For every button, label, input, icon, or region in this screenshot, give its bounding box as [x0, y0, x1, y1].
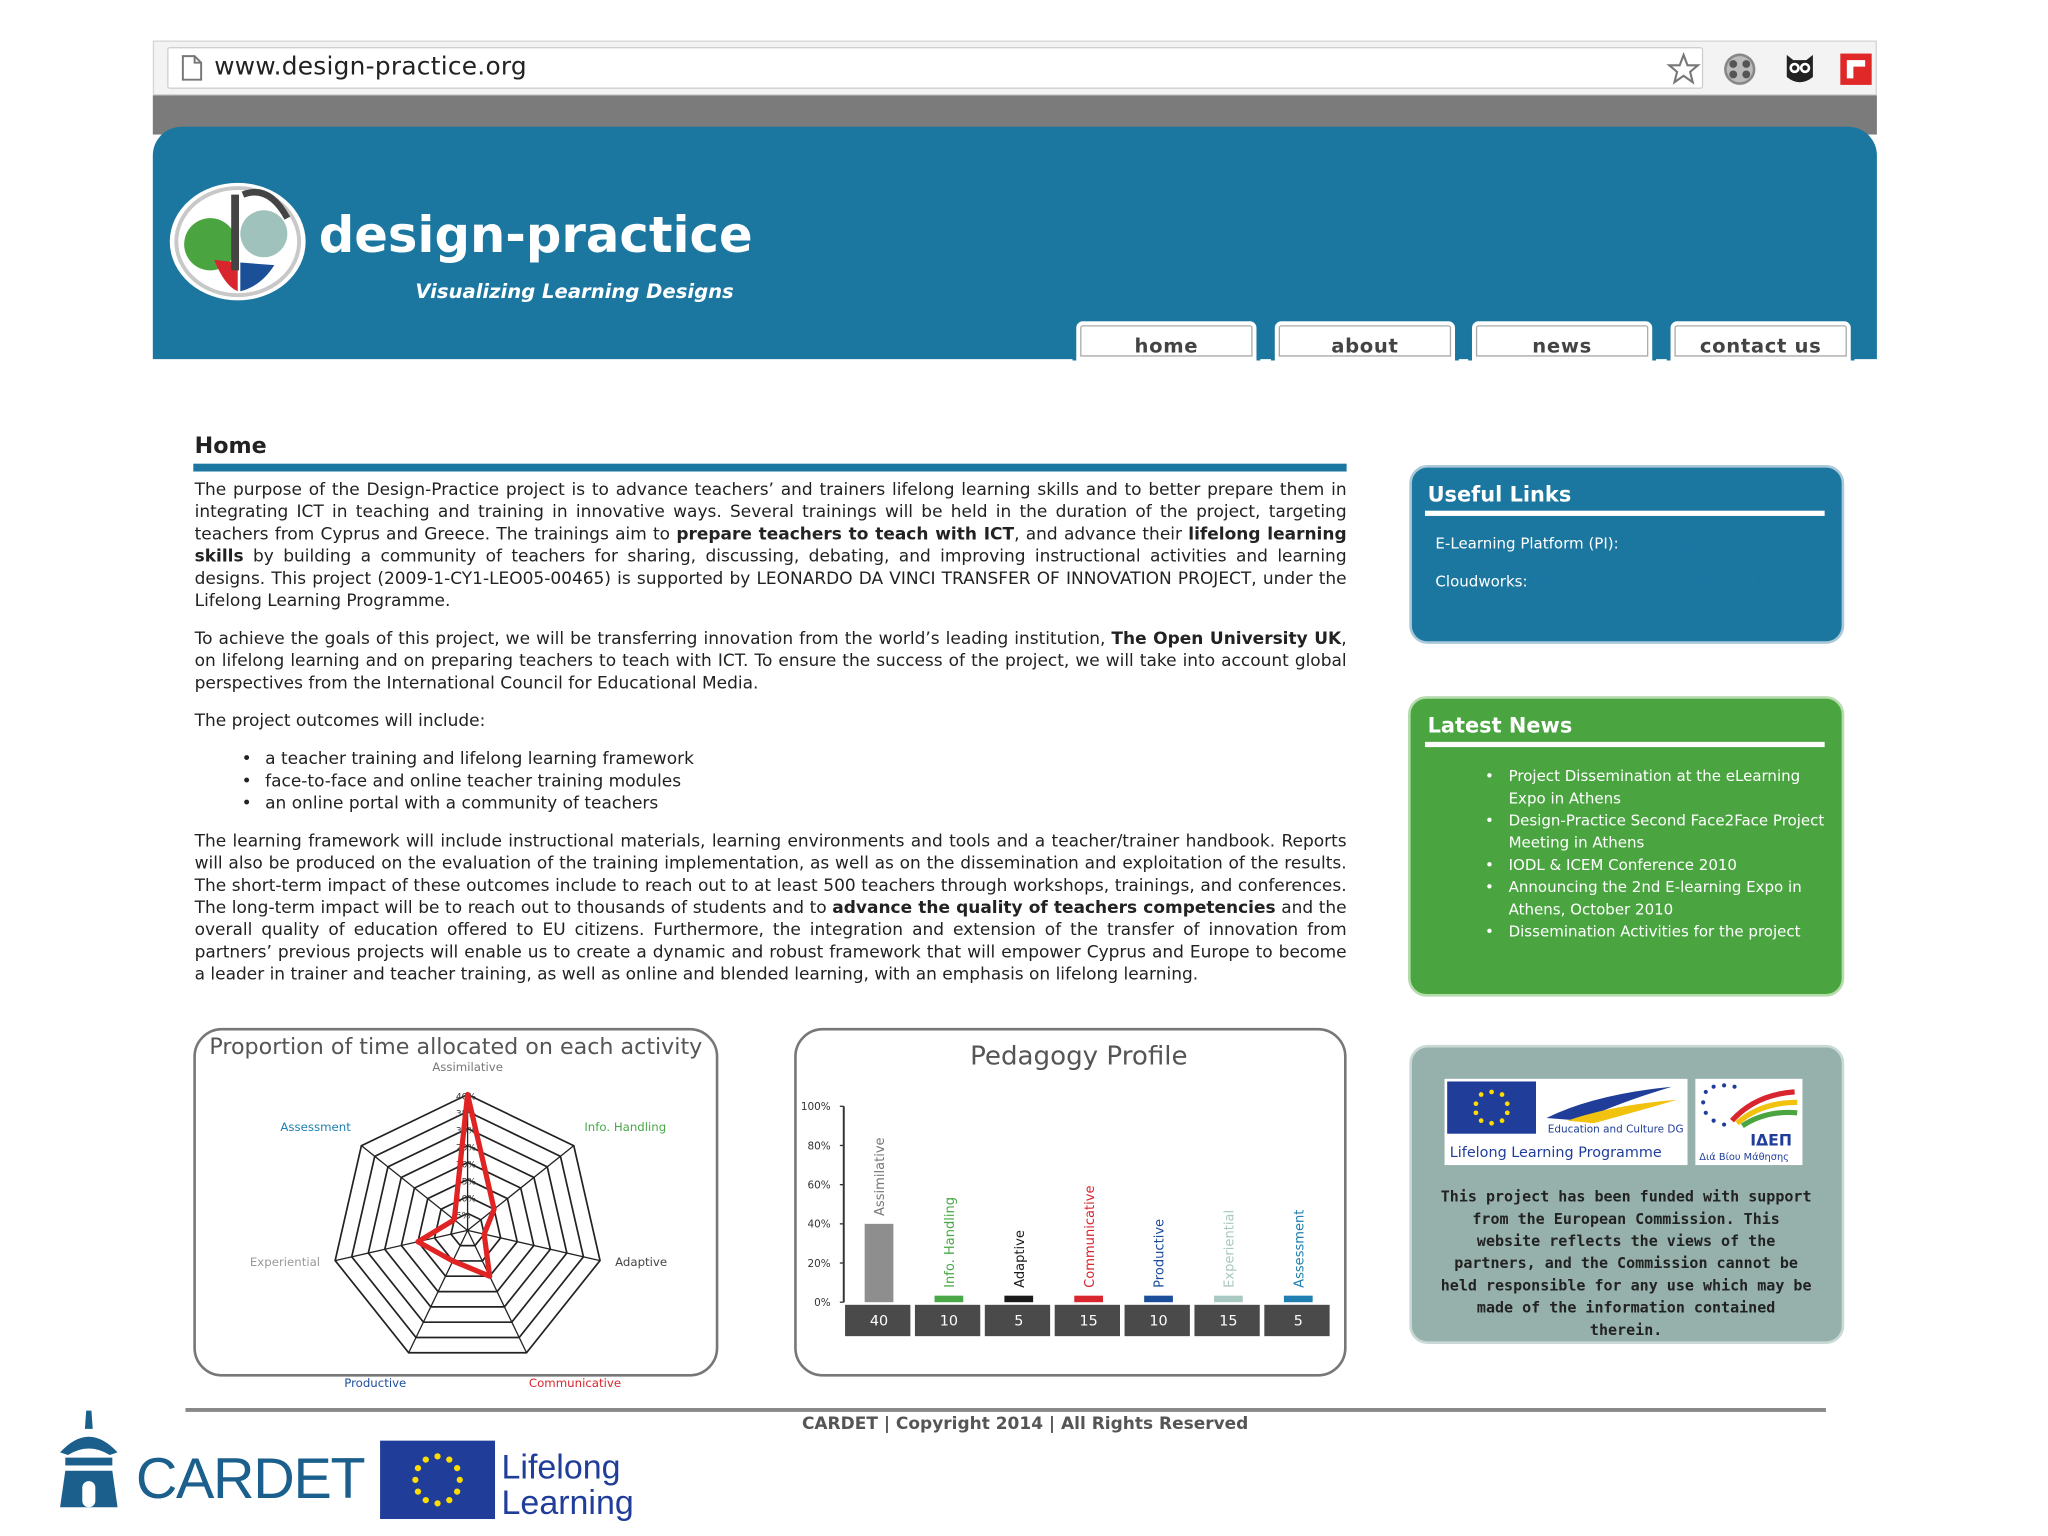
radar-axis-label: Info. Handling [584, 1120, 667, 1135]
bar-category-label: Productive [1152, 1218, 1168, 1288]
swoosh-logo-icon [1541, 1081, 1685, 1128]
llp-label: Lifelong Learning Programme [1449, 1144, 1662, 1162]
copyright-text: CARDET | Copyright 2014 | All Rights Reserved [801, 1414, 1249, 1435]
bar-value-label: 15 [1219, 1313, 1238, 1330]
list-item: • face-to-face and online teacher training modules [242, 771, 1347, 793]
radar-axis-label: Adaptive [615, 1254, 668, 1269]
bar-category-label: Assessment [1292, 1209, 1308, 1288]
bar [1004, 1296, 1033, 1303]
flipboard-icon[interactable] [1839, 52, 1873, 86]
y-tick-label: 0% [814, 1297, 831, 1310]
bar-chart [794, 1028, 1346, 1377]
nav-tab-contact[interactable]: contact us [1667, 317, 1855, 360]
eu-flag-icon [1447, 1081, 1536, 1133]
outcomes-list [242, 748, 1347, 815]
news-item[interactable]: • IODL & ICEM Conference 2010 [1482, 854, 1824, 876]
y-tick-label: 20% [807, 1257, 831, 1270]
radar-tick-label: 10% [455, 1194, 477, 1205]
useful-link-row [1435, 572, 1767, 590]
radar-tick-label: 5% [455, 1211, 471, 1222]
text-span: The purpose of the Design-Practice project is to advance teachers’ and trainers lifelong learning skills and to better prepare them in integrating ICT in teaching and training in innovative ways. Several trainings will be held in the duration of the project, targeting teachers from Cyprus and Greece. The trainings aim to [194, 480, 1347, 545]
bar [1284, 1296, 1313, 1303]
radar-tick-label: 25% [455, 1143, 477, 1154]
bar-value-label: 10 [1149, 1313, 1168, 1330]
teachers-community-link[interactable]: Online Teachers' community [1532, 572, 1768, 591]
chart-title: Pedagogy Profile [970, 1041, 1188, 1072]
nav-tab-news[interactable]: news [1468, 317, 1656, 360]
list-item: • an online portal with a community of teachers [242, 793, 1347, 815]
y-tick-label: 60% [807, 1179, 831, 1192]
idep-logo-icon [1698, 1081, 1800, 1133]
bar-value-label: 5 [1014, 1313, 1024, 1330]
bar [1144, 1296, 1173, 1303]
latest-news-title: Latest News [1427, 713, 1573, 738]
url-text: www.design-practice.org [214, 52, 527, 81]
bold-text: prepare teachers to teach with ICT [676, 525, 1015, 545]
radar-axis-label: Communicative [528, 1375, 622, 1390]
bold-text: The Open University UK [1111, 629, 1342, 650]
intro-paragraph [195, 479, 1347, 612]
owl-extension-icon[interactable] [1783, 51, 1817, 88]
radar-tick-label: 30% [455, 1126, 477, 1137]
funding-disclaimer: This project has been funded with support from the European Commission. This website reflects the views of the partners, and the Commission cannot be held responsible for any use which may be made of the information contained therein. [1440, 1187, 1812, 1339]
eu-flag-footer-icon [380, 1441, 495, 1519]
bar-value-label: 15 [1079, 1313, 1098, 1330]
text-span: by building a community of teachers for sharing, discussing, debating, and improving instructional activities and learning designs. This project (2009-1-CY1-LEO05-00465) is supported by LEONARDO DA VINCI TRANSFER OF INNOVATION PROJECT, under the Lifelong Learning Programme. [194, 547, 1347, 612]
cardet-tower-icon [52, 1408, 125, 1510]
useful-link-row [1435, 534, 1777, 552]
y-tick-label: 100% [800, 1101, 831, 1114]
bar-category-label: Communicative [1082, 1185, 1098, 1288]
news-item[interactable]: • Dissemination Activities for the project [1482, 921, 1824, 943]
useful-links-title: Useful Links [1427, 481, 1572, 507]
text-span: , and advance their [1014, 525, 1189, 545]
lifelong-learning-logo-text [501, 1447, 634, 1522]
panel-divider [1425, 511, 1825, 516]
idep-label: ΙΔΕΠ [1750, 1131, 1792, 1150]
bar [1214, 1296, 1243, 1303]
idep-sublabel: Διά Βίου Μάθησης [1699, 1150, 1789, 1163]
radar-series-line [418, 1092, 494, 1277]
training-material-link[interactable]: Training material [1623, 534, 1778, 553]
chart-title: Proportion of time allocated on each activity [209, 1034, 703, 1061]
goals-paragraph [195, 628, 1347, 695]
news-item[interactable]: • Design-Practice Second Face2Face Project Meeting in Athens [1482, 810, 1824, 854]
radar-tick-label: 15% [455, 1177, 477, 1188]
nav-tab-home[interactable]: home [1072, 317, 1260, 360]
text-span: The learning framework will include instructional materials, learning environments and tools and a teacher/trainer handbook. Reports will also be produced on the evaluation of the training implementation, as well as on the dissemination and exploitation of the results. The short-term impact of these outcomes include to reach out to at least 500 teachers through workshops, trainings, and conferences. The long-term impact will be to reach out to thousands of students and to [194, 831, 1347, 919]
panel-divider [1425, 742, 1825, 747]
radar-tick-label: 40% [455, 1092, 477, 1103]
radar-axis-label: Experiential [249, 1254, 321, 1269]
learning-line: Learning [501, 1482, 634, 1522]
text-span: To achieve the goals of this project, we will be transferring innovation from the world’s leading institution, [194, 629, 1112, 650]
bar-value-label: 10 [939, 1313, 959, 1330]
bar-category-label: Assimilative [873, 1137, 889, 1216]
y-tick-label: 80% [807, 1140, 831, 1153]
footer-divider [185, 1408, 1825, 1412]
page-title: Home [194, 433, 267, 460]
film-reel-icon[interactable] [1721, 51, 1758, 88]
news-item[interactable]: • Announcing the 2nd E-learning Expo in Athens, October 2010 [1482, 876, 1824, 920]
bar [935, 1296, 964, 1303]
site-tagline: Visualizing Learning Designs [415, 279, 734, 304]
bold-text: advance the quality of teachers competencies [832, 898, 1276, 919]
y-tick-label: 40% [807, 1218, 831, 1231]
nav-tab-about[interactable]: about [1271, 317, 1459, 360]
radar-tick-label: 35% [455, 1109, 477, 1120]
main-content [195, 479, 1347, 1001]
text-span: , on lifelong learning and on preparing teachers to teach with ICT. To ensure the success of the project, we will take into account global perspectives from the International Council for Educational Media. [194, 629, 1347, 694]
list-item: • a teacher training and lifelong learning framework [242, 748, 1347, 770]
bookmark-star-icon[interactable] [1667, 52, 1701, 86]
bar-value-label: 40 [869, 1313, 889, 1330]
radar-tick-label: 20% [455, 1160, 477, 1171]
title-divider [193, 464, 1346, 472]
dg-label: Education and Culture DG [1547, 1123, 1684, 1136]
bar-category-label: Experiential [1222, 1209, 1238, 1288]
bar-category-label: Info. Handling [943, 1196, 959, 1288]
radar-axis-label: Assimilative [432, 1060, 503, 1075]
bar [865, 1224, 894, 1302]
outcomes-intro: The project outcomes will include: [194, 711, 486, 732]
bar [1074, 1296, 1103, 1303]
news-item[interactable]: • Project Dissemination at the eLearning Expo in Athens [1482, 765, 1824, 809]
lifelong-line: Lifelong [501, 1447, 621, 1487]
framework-paragraph [195, 831, 1347, 986]
radar-axis-label: Productive [344, 1375, 407, 1390]
radar-axis-label: Assessment [280, 1120, 351, 1135]
link-prefix: Cloudworks: [1435, 572, 1528, 591]
page-icon [182, 55, 203, 81]
news-list [1482, 765, 1824, 943]
bar-category-label: Adaptive [1012, 1230, 1028, 1288]
site-name[interactable]: design-practice [318, 206, 753, 264]
cardet-logo-text: CARDET [135, 1447, 365, 1512]
bar-value-label: 5 [1293, 1313, 1303, 1330]
link-prefix: E-Learning Platform (PI): [1435, 534, 1619, 553]
design-practice-logo-icon[interactable] [167, 179, 311, 304]
bold-text: lifelong learning skills [194, 525, 1347, 567]
radar-chart [193, 1028, 718, 1390]
text-span: and the overall quality of education offered to EU citizens. Furthermore, the integration and extension of the transfer of innovation from partners’ previous projects will enable us to create a dynamic and robust framework that will empower Cyprus and Europe to become a leader in trainer and teacher training, as well as online and blended learning, with an emphasis on lifelong learning. [194, 898, 1347, 985]
